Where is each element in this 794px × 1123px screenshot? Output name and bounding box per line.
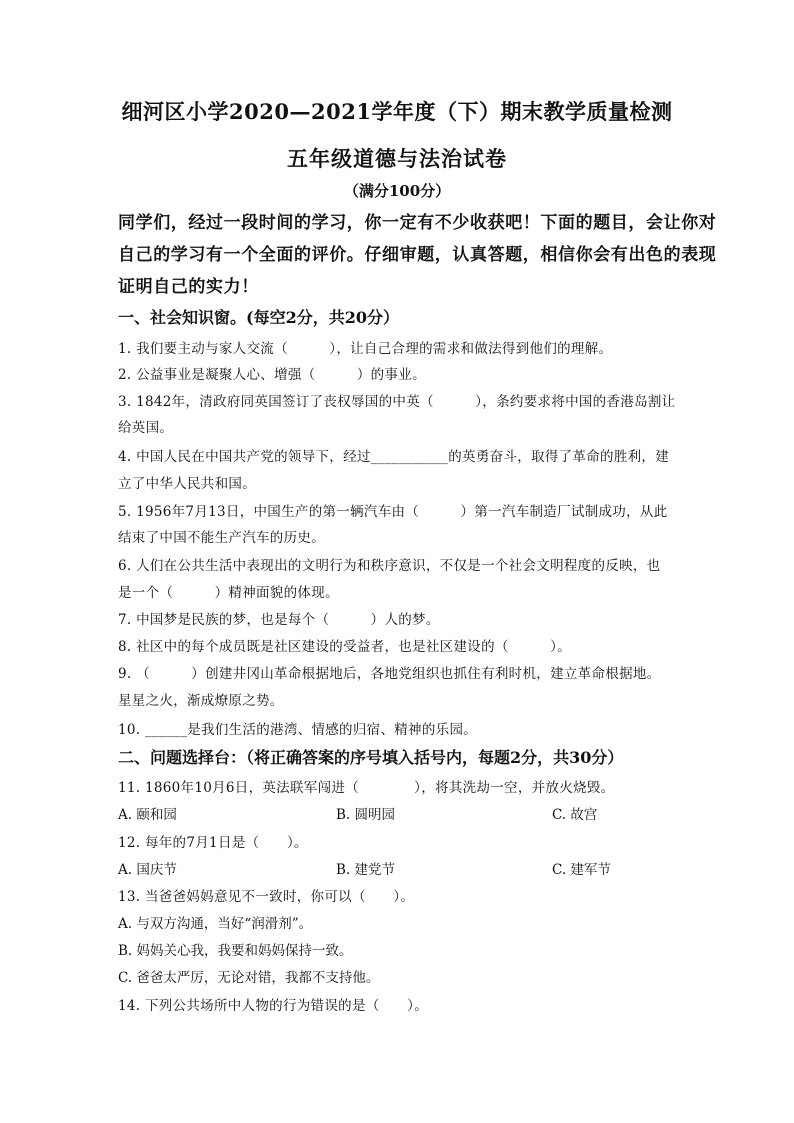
question-line: 9. （ ）创建井冈山革命根据地后，各地党组织也抓住有利时机，建立革命根据地。 (118, 666, 661, 682)
question-line: 4. 中国人民在中国共产党的领导下，经过___________的英勇奋斗，取得了革命的胜利，建 (118, 449, 670, 465)
question-line: 给英国。 (118, 420, 174, 436)
question-line: 5. 1956年7月13日，中国生产的第一辆汽车由（ ）第一汽车制造厂试制成功，从此 (118, 504, 668, 520)
q13-option-a: A. 与双方沟通，当好“润滑剂”。 (118, 916, 313, 932)
question-line: 是一个（ ）精神面貌的体现。 (118, 585, 339, 601)
question-line: 3. 1842年，清政府同英国签订了丧权辱国的中英（ ），条约要求将中国的香港岛割让 (118, 394, 676, 410)
exam-subtitle: 五年级道德与法治试卷 (287, 146, 507, 171)
question-line: 10. ______是我们生活的港湾、情感的归宿、精神的乐园。 (118, 722, 478, 738)
intro-line-2: 自己的学习有一个全面的评价。仔细审题，认真答题，相信你会有出色的表现 (118, 245, 717, 265)
question-line: 1. 我们要主动与家人交流（ ），让自己合理的需求和做法得到他们的理解。 (118, 341, 613, 357)
q11-option-c: C. 故宫 (552, 807, 598, 823)
section-2-title: 二、问题选择台：（将正确答案的序号填入括号内，每题2分，共30分） (118, 748, 624, 767)
question-line: 星星之火，渐成燎原之势。 (118, 693, 284, 709)
question-line: 6. 人们在公共生活中表现出的文明行为和秩序意识，不仅是一个社会文明程度的反映，也 (118, 558, 661, 574)
q12-option-c: C. 建军节 (552, 862, 611, 878)
section-1-title: 一、社会知识窗。(每空2分，共20分） (118, 308, 399, 327)
q11-option-a: A. 颐和园 (118, 807, 177, 823)
q12-option-a: A. 国庆节 (118, 862, 177, 878)
question-line: 7. 中国梦是民族的梦，也是每个（ ）人的梦。 (118, 612, 440, 628)
q13-option-c: C. 爸爸太严厉，无论对错，我都不支持他。 (118, 970, 380, 986)
question-12: 12. 每年的7月1日是（ ）。 (118, 835, 308, 851)
q11-option-b: B. 圆明园 (336, 807, 396, 823)
question-14: 14. 下列公共场所中人物的行为错误的是（ ）。 (118, 998, 429, 1014)
question-13: 13. 当爸爸妈妈意见不一致时，你可以（ ）。 (118, 889, 415, 905)
question-11: 11. 1860年10月6日，英法联军闯进（ ），将其洗劫一空，并放火烧毁。 (118, 780, 615, 796)
intro-line-3: 证明自己的实力！ (118, 277, 259, 297)
question-line: 2. 公益事业是凝聚人心、增强（ ）的事业。 (118, 367, 426, 383)
full-score-note: （满分100分） (343, 182, 451, 200)
q13-option-b: B. 妈妈关心我，我要和妈妈保持一致。 (118, 943, 353, 959)
intro-line-1: 同学们，经过一段时间的学习，你一定有不少收获吧！下面的题目，会让你对 (118, 213, 717, 233)
question-line: 8. 社区中的每个成员既是社区建设的受益者，也是社区建设的（ ）。 (118, 639, 571, 655)
exam-title: 细河区小学2020—2021学年度（下）期末教学质量检测 (121, 99, 673, 124)
question-line: 立了中华人民共和国。 (118, 476, 256, 492)
question-line: 结束了中国不能生产汽车的历史。 (118, 530, 325, 546)
q12-option-b: B. 建党节 (336, 862, 396, 878)
